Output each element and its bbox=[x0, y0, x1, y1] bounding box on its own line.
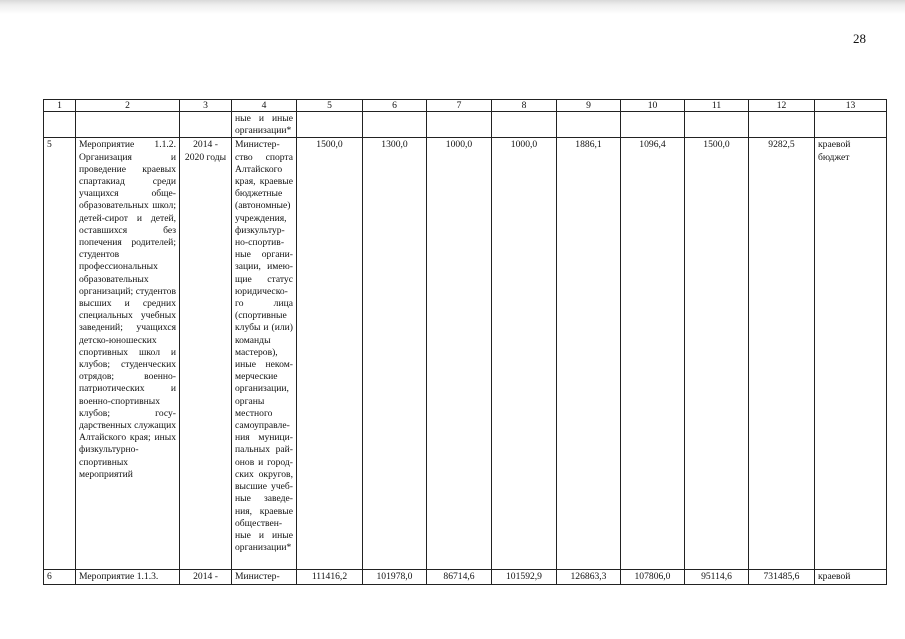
value-cell: 1000,0 bbox=[427, 138, 492, 570]
table-row bbox=[44, 138, 887, 570]
column-header: 4 bbox=[232, 100, 297, 112]
column-header: 10 bbox=[621, 100, 685, 112]
value-cell: 1500,0 bbox=[297, 138, 363, 570]
value-cell: 86714,6 bbox=[427, 570, 492, 584]
value-cell: 101592,9 bbox=[492, 570, 557, 584]
column-header: 9 bbox=[557, 100, 621, 112]
value-cell: 1000,0 bbox=[492, 138, 557, 570]
funding-source: краевой бюджет bbox=[815, 138, 887, 570]
years-cell: 2014 - 2020 годы bbox=[180, 138, 232, 570]
budget-table bbox=[43, 99, 887, 585]
column-header: 3 bbox=[180, 100, 232, 112]
value-cell: 95114,6 bbox=[685, 570, 749, 584]
measure-name: Мероприятие 1.1.3. bbox=[76, 570, 180, 584]
column-header: 1 bbox=[44, 100, 76, 112]
value-cell: 731485,6 bbox=[749, 570, 815, 584]
column-header: 13 bbox=[815, 100, 887, 112]
value-cell: 1300,0 bbox=[363, 138, 427, 570]
row-index: 6 bbox=[44, 570, 76, 584]
value-cell: 9282,5 bbox=[749, 138, 815, 570]
value-cell: 1096,4 bbox=[621, 138, 685, 570]
years-cell: 2014 - bbox=[180, 570, 232, 584]
funding-source: краевой bbox=[815, 570, 887, 584]
value-cell: 126863,3 bbox=[557, 570, 621, 584]
executor-cell: Министерство спорта Алтайского края, краевые бюджетные (автономные) учреждения, физкультурно-спортивные организации, имеющие статус юридического лица (спортивные клубы и (или) команды мастеров), иные некоммерческие организации, органы местного самоуправления муниципальных районов и городских округов, высшие учебные заведения, краевые общественные и иные организации* bbox=[232, 138, 297, 570]
value-cell: 1500,0 bbox=[685, 138, 749, 570]
row-index: 5 bbox=[44, 138, 76, 570]
executor-cell: ные и иные организации* bbox=[232, 112, 297, 138]
table-row bbox=[44, 570, 887, 584]
value-cell: 111416,2 bbox=[297, 570, 363, 584]
value-cell: 107806,0 bbox=[621, 570, 685, 584]
column-header: 2 bbox=[76, 100, 180, 112]
header-row bbox=[44, 100, 887, 112]
column-header: 7 bbox=[427, 100, 492, 112]
value-cell: 1886,1 bbox=[557, 138, 621, 570]
column-header: 5 bbox=[297, 100, 363, 112]
measure-name: Мероприятие 1.1.2. Организация и проведение краевых спартакиад среди учащихся общеобразовательных школ; детей-сирот и детей, оставшихся без попечения родителей; студентов профессиональных образовательных организаций; студентов высших и средних специальных учебных заведений; учащихся детско-юношеских спортивных школ и клубов; студенческих отрядов; военно-патриотических и военно-спортивных клубов; государственных служащих Алтайского края; иных физкультурно-спортивных мероприятий bbox=[76, 138, 180, 570]
column-header: 8 bbox=[492, 100, 557, 112]
scan-edge bbox=[0, 0, 905, 14]
column-header: 11 bbox=[685, 100, 749, 112]
table-row-continued bbox=[44, 112, 887, 138]
value-cell: 101978,0 bbox=[363, 570, 427, 584]
column-header: 6 bbox=[363, 100, 427, 112]
column-header: 12 bbox=[749, 100, 815, 112]
executor-cell: Министер- bbox=[232, 570, 297, 584]
page-number: 28 bbox=[853, 31, 866, 46]
